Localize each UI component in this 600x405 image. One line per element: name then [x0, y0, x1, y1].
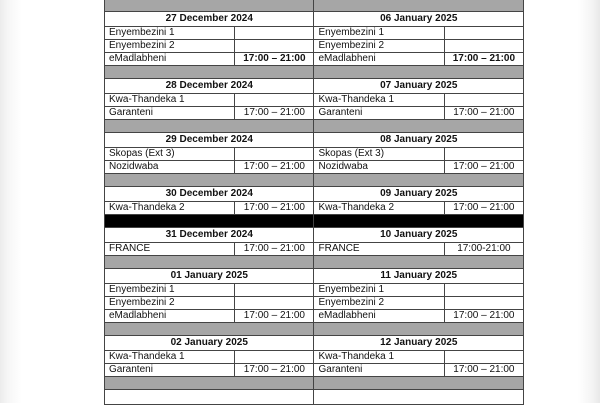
separator-cell-right — [314, 66, 524, 79]
separator-cell-left — [105, 174, 314, 187]
area-name-left: Kwa-Thandeka 2 — [105, 202, 235, 215]
area-row — [105, 53, 524, 66]
separator-cell-right — [314, 323, 524, 336]
area-name-left: Enyembezini 1 — [105, 27, 235, 40]
date-heading-left: 02 January 2025 — [105, 336, 314, 351]
area-row — [105, 243, 524, 256]
date-header-row — [105, 79, 524, 94]
time-slot-right: 17:00-21:00 — [444, 243, 523, 256]
area-name-right: Skopas (Ext 3) — [314, 148, 444, 161]
area-name-right: Kwa-Thandeka 2 — [314, 202, 444, 215]
time-slot-right — [444, 351, 523, 364]
date-heading-left: 27 December 2024 — [105, 12, 314, 27]
separator-row — [105, 0, 524, 12]
separator-row — [105, 120, 524, 133]
area-name-right: Garanteni — [314, 107, 444, 120]
date-heading-right: 09 January 2025 — [314, 187, 524, 202]
date-heading-right: 06 January 2025 — [314, 12, 524, 27]
area-row — [105, 310, 524, 323]
area-name-left: Kwa-Thandeka 1 — [105, 351, 235, 364]
date-heading-left-cut — [105, 390, 314, 405]
time-slot-left — [235, 94, 314, 107]
area-name-right: Nozidwaba — [314, 161, 444, 174]
date-heading-right-cut — [314, 390, 524, 405]
area-name-left: Skopas (Ext 3) — [105, 148, 235, 161]
area-row — [105, 364, 524, 377]
time-slot-left: 17:00 – 21:00 — [235, 243, 314, 256]
area-name-right: Enyembezini 1 — [314, 27, 444, 40]
area-name-right: Enyembezini 2 — [314, 40, 444, 53]
area-name-left: FRANCE — [105, 243, 235, 256]
date-header-row — [105, 336, 524, 351]
time-slot-left — [235, 27, 314, 40]
time-slot-left — [235, 40, 314, 53]
separator-cell-right — [314, 377, 524, 390]
time-slot-right: 17:00 – 21:00 — [444, 202, 523, 215]
area-row — [105, 94, 524, 107]
area-row — [105, 202, 524, 215]
time-slot-left — [235, 351, 314, 364]
date-header-row — [105, 228, 524, 243]
separator-row — [105, 323, 524, 336]
date-heading-left: 30 December 2024 — [105, 187, 314, 202]
separator-cell-left — [105, 256, 314, 269]
week-divider-black — [105, 215, 524, 228]
separator-cell-left — [105, 120, 314, 133]
area-name-right: Kwa-Thandeka 1 — [314, 351, 444, 364]
area-name-left: Nozidwaba — [105, 161, 235, 174]
date-header-row — [105, 187, 524, 202]
area-name-right: Enyembezini 1 — [314, 284, 444, 297]
load-shedding-schedule-table — [104, 0, 524, 405]
separator-cell-left — [105, 66, 314, 79]
area-row — [105, 351, 524, 364]
area-row — [105, 27, 524, 40]
area-row — [105, 148, 524, 161]
time-slot-right — [444, 40, 523, 53]
separator-cell-right — [314, 0, 524, 12]
date-heading-right: 12 January 2025 — [314, 336, 524, 351]
separator-cell-right — [314, 120, 524, 133]
area-name-left: Enyembezini 2 — [105, 297, 235, 310]
time-slot-left — [235, 284, 314, 297]
date-header-row — [105, 133, 524, 148]
date-heading-left: 01 January 2025 — [105, 269, 314, 284]
area-name-left: Garanteni — [105, 364, 235, 377]
separator-row — [105, 66, 524, 79]
time-slot-right — [444, 284, 523, 297]
area-name-right: Garanteni — [314, 364, 444, 377]
date-heading-right: 07 January 2025 — [314, 79, 524, 94]
date-heading-right: 11 January 2025 — [314, 269, 524, 284]
area-name-left: Enyembezini 2 — [105, 40, 235, 53]
date-heading-right: 08 January 2025 — [314, 133, 524, 148]
date-header-row — [105, 390, 524, 405]
area-name-right: eMadlabheni — [314, 53, 444, 66]
area-name-left: Garanteni — [105, 107, 235, 120]
area-name-left: eMadlabheni — [105, 53, 235, 66]
date-heading-left: 28 December 2024 — [105, 79, 314, 94]
separator-cell-left — [105, 323, 314, 336]
area-row — [105, 297, 524, 310]
time-slot-left — [235, 297, 314, 310]
separator-cell-right — [314, 215, 524, 228]
time-slot-right — [444, 148, 523, 161]
separator-row — [105, 377, 524, 390]
time-slot-right: 17:00 – 21:00 — [444, 53, 523, 66]
separator-cell-left — [105, 0, 314, 12]
separator-row — [105, 174, 524, 187]
time-slot-right: 17:00 – 21:00 — [444, 161, 523, 174]
area-name-left: Kwa-Thandeka 1 — [105, 94, 235, 107]
date-heading-left: 29 December 2024 — [105, 133, 314, 148]
time-slot-left: 17:00 – 21:00 — [235, 202, 314, 215]
area-row — [105, 161, 524, 174]
separator-row — [105, 256, 524, 269]
area-name-left: eMadlabheni — [105, 310, 235, 323]
time-slot-left: 17:00 – 21:00 — [235, 107, 314, 120]
time-slot-left: 17:00 – 21:00 — [235, 161, 314, 174]
time-slot-right: 17:00 – 21:00 — [444, 310, 523, 323]
time-slot-right: 17:00 – 21:00 — [444, 364, 523, 377]
time-slot-right — [444, 27, 523, 40]
time-slot-left: 17:00 – 21:00 — [235, 364, 314, 377]
separator-cell-left — [105, 377, 314, 390]
time-slot-left: 17:00 – 21:00 — [235, 53, 314, 66]
area-row — [105, 40, 524, 53]
time-slot-left: 17:00 – 21:00 — [235, 310, 314, 323]
area-name-left: Enyembezini 1 — [105, 284, 235, 297]
date-heading-left: 31 December 2024 — [105, 228, 314, 243]
time-slot-left — [235, 148, 314, 161]
area-name-right: Enyembezini 2 — [314, 297, 444, 310]
area-row — [105, 107, 524, 120]
area-name-right: FRANCE — [314, 243, 444, 256]
date-header-row — [105, 269, 524, 284]
time-slot-right — [444, 94, 523, 107]
separator-cell-right — [314, 174, 524, 187]
time-slot-right: 17:00 – 21:00 — [444, 107, 523, 120]
separator-cell-left — [105, 215, 314, 228]
time-slot-right — [444, 297, 523, 310]
date-heading-right: 10 January 2025 — [314, 228, 524, 243]
separator-cell-right — [314, 256, 524, 269]
area-row — [105, 284, 524, 297]
date-header-row — [105, 12, 524, 27]
area-name-right: Kwa-Thandeka 1 — [314, 94, 444, 107]
area-name-right: eMadlabheni — [314, 310, 444, 323]
